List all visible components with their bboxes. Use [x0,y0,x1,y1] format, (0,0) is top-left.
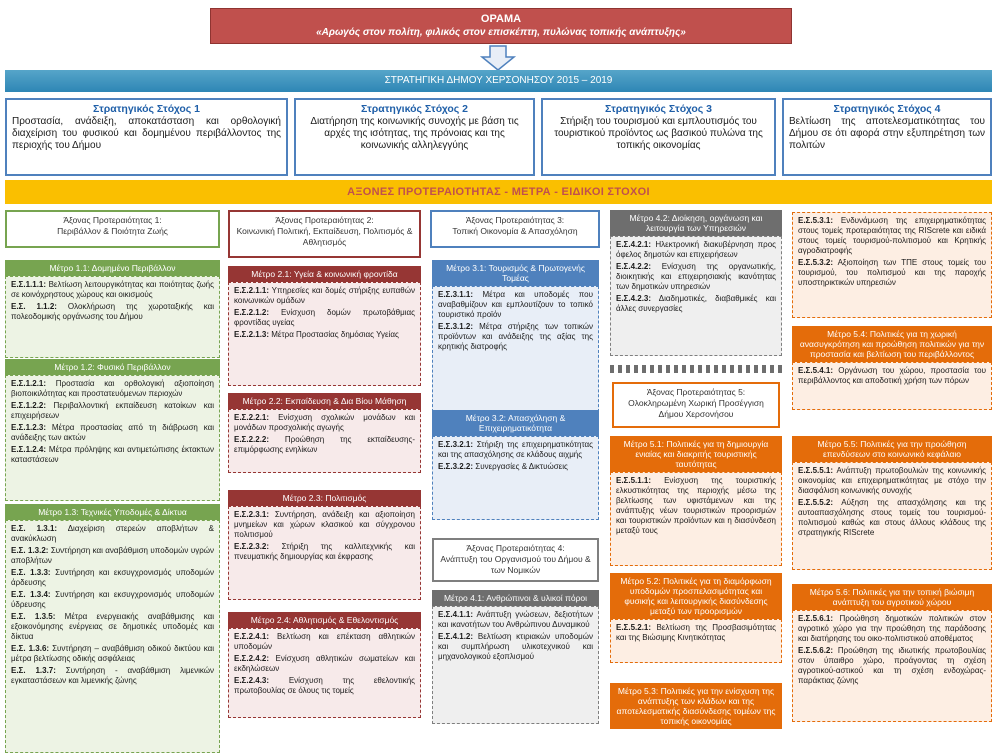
label-text: Πολιτικές για τη χωρική ανασυγκρότηση και προώθηση πολιτικών για την προστασία και βελτίωση του περιβάλλοντος [799,329,985,359]
label-text: Προώθηση της εκπαίδευσης-επιμόρφωσης ενηλίκων [234,435,415,454]
measure-body [228,628,421,718]
axis-name: Κοινωνική Πολιτική, Εκπαίδευση, Πολιτισμός & Αθλητισμός [236,226,413,247]
target-code: Ε.Σ. 1.3.2: [11,546,49,555]
target-code: Ε.Σ.2.4.3: [234,676,270,685]
measure-header [610,210,782,236]
label-text: Οργάνωση του χώρου, προστασία του περιβάλλοντος και αποδοτική χρήση των πόρων [798,366,986,385]
label-text: Περιβαλλοντική εκπαίδευση κατοίκων και επιχειρήσεων [11,401,214,420]
strategy-banner: ΣΤΡΑΤΗΓΙΚΗ ΔΗΜΟΥ ΧΕΡΣΟΝΗΣΟΥ 2015 – 2019 [5,70,992,92]
measure-body [792,362,992,410]
label-text: Συντήρηση και αναβάθμιση υποδομών υγρών αποβλήτων [11,546,214,565]
label-text: Μέτρο 1.3: [38,507,79,517]
label-text: Προστασία και ορθολογική αξιοποίηση βιοποικιλότητας και προστατευόμενων περιοχών [11,379,214,398]
label-text: Στήριξη της καλλιτεχνικής και πνευματικής δημιουργίας και έκφρασης [234,542,415,561]
label-text: Μέτρο 5.1: [623,439,664,449]
target-code: Ε.Σ.2.1.2: [234,308,270,317]
measure-body [610,472,782,566]
label-text: Βελτίωση κτιριακών υποδομών και συμπλήρωση υλικοτεχνικού και μηχανολογικού εξοπλισμού [438,632,593,661]
axis-5-title [612,382,780,428]
label-text: Μέτρο 5.5: [817,439,858,449]
checker-divider [610,365,782,373]
measure-2-4 [228,612,421,718]
label-text: Ενίσχυση δομών πρωτοβάθμιας φροντίδας υγείας [234,308,415,327]
target-code: Ε.Σ.5.4.1: [798,366,834,375]
label-text: Ενδυνάμωση της επιχειρηματικότητας στους τομείς προτεραιότητας της RIScrete και ειδικά στους τομείς τουρισμού-πολιτισμού και Κρητικής αγροδιατροφής [798,216,986,255]
specific-target [798,498,986,538]
measure-4-1 [432,590,599,724]
label-text: Προώθηση δημοτικών πολιτικών στον αγροτικό χώρο για την προώθηση της παράδοσης και διατήρησης του οικο-πολιτιστικού αποθέματος [798,614,986,643]
strategic-goal-3 [541,98,776,176]
target-code: Ε.Σ.2.1.3: [234,330,270,339]
label-text: Πολιτικές για την ενίσχυση της ανάπτυξης των κλάδων και της αποτελεσματικής διασύνδεσης τομέων της τοπικής οικονομίας [616,686,776,726]
measure-body [5,375,220,501]
measure-header [610,683,782,729]
label-text: Μέτρα και υποδομές που αναβαθμίζουν και εμπλουτίζουν το τοπικό τουριστικό προϊόν [438,290,593,319]
measure-body [228,506,421,600]
label-text: Τουρισμός & Πρωτογενής Τομέας [486,263,585,283]
measure-1-1 [5,260,220,358]
label-text: Τεχνικές Υποδομές & Δίκτυα [78,507,187,517]
measure-5-6 [792,584,992,722]
label-text: Ενίσχυση αθλητικών σωματείων και εκδηλώσεων [234,654,415,673]
target-code: Ε.Σ. 1.3.7: [11,666,56,675]
measure-header [432,260,599,286]
label-text: Υπηρεσίες και δομές στήριξης ευπαθών κοινωνικών ομάδων [234,286,415,305]
specific-target [616,240,776,260]
measure-2-1 [228,266,421,386]
measure-5-4 [792,326,992,410]
label-text: Αξιοποίηση των ΤΠΕ στους τομείς του τουρισμού, του πολιτισμού και της παροχής υποστηρικτικών υπηρεσιών [798,258,986,287]
specific-target [11,423,214,443]
measure-4-2 [610,210,782,356]
label-text: Συντήρηση - αναβάθμιση λιμενικών εγκαταστάσεων και λιμενικής ζώνης [11,666,214,685]
target-code: Ε.Σ.5.3.2: [798,258,834,267]
specific-target [616,476,776,536]
label-text: Ολοκλήρωση της χωροταξικής και πολεοδομικής οργάνωσης του Δήμου [11,302,214,321]
measure-body [228,282,421,386]
measure-header [432,410,599,436]
specific-target [616,262,776,292]
specific-target [234,542,415,562]
label-text: Ενίσχυση της τουριστικής ελκυστικότητας της περιοχής μέσω της βελτίωσης των υφιστάμενων και της ανάπτυξης νέων τουριστικών προορισμών και τουριστικών προϊόντων και η διασύνδεση μεταξύ τους [616,476,776,535]
goal-title: Στρατηγικός Στόχος 3 [604,103,713,115]
label-text: Μέτρα πρόληψης και αντιμετώπισης έκτακτων καταστάσεων [11,445,214,464]
specific-target [11,568,214,588]
label-text: Ανθρώπινοι & υλικοί πόροι [484,593,588,603]
specific-target [234,676,415,696]
axis-label: Άξονας Προτεραιότητας 1: [63,215,162,225]
target-code: Ε.Σ. 1.3.3: [11,568,51,577]
label-text: Μέτρο 1.2: [54,362,95,372]
specific-target [11,546,214,566]
measure-5-5 [792,436,992,570]
target-code: Ε.Σ.4.1.1: [438,610,474,619]
label-text: Βελτίωση λειτουργικότητας και ποιότητας ζωής σε κοινόχρηστους χώρους και οικισμούς [11,280,214,299]
label-text: Πολιτικές για τη δημιουργία ενιαίας και διακριτής τουριστικής ταυτότητας [635,439,769,469]
target-code: Ε.Σ.2.2.2: [234,435,270,444]
target-code: Ε.Σ.4.2.2: [616,262,652,271]
measure-2-2 [228,393,421,473]
specific-target [11,612,214,642]
label-text: Μέτρα Προστασίας δημόσιας Υγείας [269,330,399,339]
specific-target [11,644,214,664]
goal-text: Βελτίωση της αποτελεσματικότητας του Δήμου σε ότι αφορά στην εξυπηρέτηση των πολιτών [789,116,985,151]
measure-body [432,606,599,724]
measure-header [228,393,421,409]
label-text: Ενίσχυση της εθελοντικής πρωτοβουλίας σε όλους τις τομείς [234,676,415,695]
label-text: Μέτρο 2.2: [242,396,283,406]
specific-target [234,632,415,652]
axis-name: Ανάπτυξη του Οργανισμού του Δήμου & των Νομικών [440,554,591,575]
axis-label: Άξονας Προτεραιότητας 5: [646,387,746,397]
target-code: Ε.Σ.2.2.1: [234,413,270,422]
measure-body [432,286,599,412]
label-text: Μέτρο 5.4: [827,329,868,339]
measure-header [610,573,782,619]
label-text: Μέτρο 3.2: [465,413,507,423]
label-text: Μέτρο 5.3: [617,686,659,696]
target-code: Ε.Σ.5.5.2: [798,498,834,507]
measure-body [432,436,599,520]
measure-body [5,520,220,753]
label-text: Απασχόληση & Επιχειρηματικότητα [478,413,566,433]
measure-body [792,462,992,570]
specific-target [438,632,593,662]
target-code: Ε.Σ. 1.1.2: [11,302,57,311]
specific-target [11,302,214,322]
label-text: Συντήρηση – αναβάθμιση οδικού δικτύου και μέτρα βελτίωσης οδικής ασφάλειας [11,644,215,663]
measure-body [792,610,992,722]
target-code: Ε.Σ.5.5.1: [798,466,834,475]
goal-text: Διατήρηση της κοινωνικής συνοχής με βάση τις αρχές της ισότητας, της πρόνοιας και της κοινωνικής αλληλεγγύης [310,116,519,151]
label-text: Αύξηση της απασχόλησης και της αυτοαπασχόλησης στους τομείς του τουρισμού-πολιτισμού καθώς και στους άλλους κλάδους της στρατηγικής RIScrete [798,498,986,537]
specific-target [234,435,415,455]
specific-target [11,524,214,544]
goal-text: Προστασία, ανάδειξη, αποκατάσταση και ορθολογική διαχείριση του φυσικού και δομημένου περιβάλλοντος της περιοχής του Δήμου [12,116,281,151]
axes-banner: ΑΞΟΝΕΣ ΠΡΟΤΕΡΑΙΟΤΗΤΑΣ - ΜΕΤΡΑ - ΕΙΔΙΚΟΙ ΣΤΟΧΟΙ [5,180,992,204]
label-text: Στήριξη της επιχειρηματικότητας και της απασχόλησης σε κλάδους αιχμής [438,440,593,459]
specific-target [234,510,415,540]
target-code: Ε.Σ. 1.3.4: [11,590,51,599]
target-code: Ε.Σ.1.2.2: [11,401,47,410]
target-code: Ε.Σ.5.1.1: [616,476,652,485]
specific-target [234,654,415,674]
target-code: Ε.Σ.1.2.3: [11,423,47,432]
measure-5-3 [610,683,782,729]
label-text: Πολιτικές για τη διαμόρφωση υποδομών προσπελασιμότητας και φυσικής και λειτουργικής διασύνδεσης μεταξύ των προορισμών [624,576,772,616]
specific-target [234,330,415,340]
label-text: Μέτρο 2.4: [250,615,292,625]
target-code: Ε.Σ.3.1.2: [438,322,474,331]
label-text: Μέτρο 3.1: [446,263,487,273]
label-text: Βελτίωση της Προσβασιμότητας και της Βιώσιμης Κινητικότητας [616,623,776,642]
axis-2-title [228,210,421,258]
label-text: Συνεργασίες & Δικτυώσεις [473,462,568,471]
vision-subtitle: «Αρωγός στον πολίτη, φιλικός στον επισκέπτη, πυλώνας τοπικής ανάπτυξης» [316,27,686,38]
label-text: Φυσικό Περιβάλλον [94,362,171,372]
target-code: Ε.Σ.5.6.1: [798,614,834,623]
strategic-goal-2 [294,98,535,176]
specific-target [11,379,214,399]
label-text: Εκπαίδευση & Δια Βίου Μάθηση [282,396,407,406]
specific-target [438,462,593,472]
label-text: Μέτρο 5.2: [620,576,661,586]
specific-target [438,440,593,460]
axis-name: Ολοκληρωμένη Χωρική Προσέγγιση Δήμου Χερσονήσου [628,398,764,419]
target-code: Ε.Σ.5.3.1: [798,216,834,225]
target-code: Ε.Σ.2.4.1: [234,632,270,641]
specific-target [798,366,986,386]
goal-text: Στήριξη του τουρισμού και εμπλουτισμός του τουριστικού προϊόντος ως βασικού πυλώνα της τοπικής οικονομίας [554,116,763,151]
label-text: Συντήρηση και εκσυγχρονισμός υποδομών άρδευσης [11,568,215,587]
target-code: Ε.Σ.4.1.2: [438,632,474,641]
measure-header [5,260,220,276]
measure-5-1 [610,436,782,566]
axis-4-title [432,538,599,582]
measure-5-3-targets [792,212,992,318]
label-text: Αθλητισμός & Εθελοντισμός [291,615,399,625]
axis-label: Άξονας Προτεραιότητας 2: [275,215,374,225]
target-code: Ε.Σ.1.1.1: [11,280,47,289]
target-code: Ε.Σ.2.1.1: [234,286,270,295]
specific-target [11,280,214,300]
measure-header [792,436,992,462]
specific-target [11,590,214,610]
target-code: Ε.Σ. 1.3.1: [11,524,58,533]
label-text: Βελτίωση και επέκταση αθλητικών υποδομών [234,632,415,651]
label-text: Μέτρο 1.1: [49,263,90,273]
label-text: Ηλεκτρονική διακυβέρνηση προς όφελος δημοτών και επιχειρήσεων [616,240,776,259]
label-text: Ανάπτυξη πρωτοβουλιών της κοινωνικής οικονομίας και επιχειρηματικότητας με στόχο την διασφάλιση κοινωνικής συνοχής [798,466,986,495]
target-code: Ε.Σ.1.2.4: [11,445,47,454]
label-text: Ενίσχυση της οργανωτικής, διοικητικής και επιχειρησιακής ικανότητας των δημοτικών υπηρεσιών [616,262,776,291]
measure-1-2 [5,359,220,501]
target-code: Ε.Σ.3.2.2: [438,462,474,471]
target-code: Ε.Σ.5.2.1: [616,623,652,632]
target-code: Ε.Σ.2.4.2: [234,654,270,663]
label-text: Διαχείριση στερεών αποβλήτων & ανακύκλωση [11,524,215,543]
goal-title: Στρατηγικός Στόχος 1 [92,103,201,115]
label-text: Μέτρο 4.2: [629,213,670,223]
target-code: Ε.Σ.3.2.1: [438,440,474,449]
measure-body [610,619,782,663]
axis-name: Τοπική Οικονομία & Απασχόληση [452,226,578,236]
vision-box [210,8,792,44]
specific-target [234,308,415,328]
measure-3-1 [432,260,599,412]
label-text: Μέτρα προστασίας από τη διάβρωση και ανάδειξης των ακτών [11,423,214,442]
specific-target [798,216,986,256]
specific-target [234,413,415,433]
measure-header [5,359,220,375]
label-text: Διαδημοτικές, διαβαθμικές και άλλες συνεργασίες [616,294,776,313]
label-text: Συντήρηση, ανάδειξη και αξιοποίηση μνημείων και χώρων κλασικού και σύγχρονου πολιτισμού [234,510,415,539]
label-text: Μέτρα στήριξης των τοπικών προϊόντων και ανάδειξης της αξίας της κρητικής διατροφής [438,322,593,351]
axis-name: Περιβάλλον & Ποιότητα Ζωής [57,226,168,236]
axis-3-title [430,210,600,248]
target-code: Ε.Σ.1.2.1: [11,379,47,388]
label-text: Πολιτισμός [322,493,367,503]
target-code: Ε.Σ. 1.3.5: [11,612,56,621]
specific-target [438,290,593,320]
label-text: Υγεία & κοινωνική φροντίδα [291,269,398,279]
measure-header [432,590,599,606]
measure-body [610,236,782,356]
measure-body [5,276,220,358]
goal-title: Στρατηγικός Στόχος 4 [833,103,941,115]
label-text: Μέτρο 2.1: [251,269,292,279]
label-text: Πολιτικές για την τοπική βιώσιμη ανάπτυξη του αγροτικού χώρου [832,587,975,607]
target-code: Ε.Σ.5.6.2: [798,646,834,655]
axis-label: Άξονας Προτεραιότητας 4: [466,543,565,553]
label-text: Μέτρα ενεργειακής αναβάθμισης και εξοικονόμησης ενέργειας σε δημοτικές υποδομές και δίκτυα [11,612,214,641]
specific-target [438,610,593,630]
vision-title: ΟΡΑΜΑ [480,13,522,25]
target-code: Ε.Σ.4.2.3: [616,294,652,303]
label-text: Προώθηση της ιδιωτικής πρωτοβουλίας στον ύπαιθρο χώρο, προάγοντας τη σχέση αγροτικού-αστικού και τη σχέση ενδοχώρας-παράκτιας ζώνης [798,646,986,685]
label-text: Συντήρηση και εκσυγχρονισμός υποδομών ύδρευσης [11,590,215,609]
label-text: Πολιτικές για την προώθηση επενδύσεων στο κοινωνικό κεφάλαιο [822,439,967,459]
strategic-goal-4 [782,98,992,176]
specific-target [798,466,986,496]
axis-1-title [5,210,220,248]
measure-header [792,584,992,610]
measure-header [228,490,421,506]
target-code: Ε.Σ.4.2.1: [616,240,652,249]
label-text: Μέτρο 4.1: [443,593,485,603]
target-code: Ε.Σ. 1.3.6: [11,644,50,653]
measure-2-3 [228,490,421,600]
specific-target [11,401,214,421]
measure-header [228,266,421,282]
specific-target [438,322,593,352]
label-text: Μέτρο 5.6: [809,587,851,597]
specific-target [616,294,776,314]
measure-header [792,326,992,362]
axis-label: Άξονας Προτεραιότητας 3: [465,215,565,225]
specific-target [616,623,776,643]
label-text: Ενίσχυση σχολικών μονάδων και μονάδων προσχολικής αγωγής [234,413,415,432]
specific-target [234,286,415,306]
specific-target [798,646,986,686]
down-arrow-icon [478,45,518,71]
measure-header [228,612,421,628]
specific-target [11,666,214,686]
goal-title: Στρατηγικός Στόχος 2 [360,103,469,115]
label-text: Διοίκηση, οργάνωση και λειτουργία των Υπηρεσιών [645,213,763,233]
measure-1-3 [5,504,220,753]
specific-target [798,258,986,288]
measure-header [610,436,782,472]
label-text: Ανάπτυξη γνώσεων, δεξιοτήτων και ικανοτήτων του Ανθρώπινου Δυναμικού [438,610,593,629]
specific-target [11,445,214,465]
target-code: Ε.Σ.2.3.2: [234,542,270,551]
strategic-goal-1 [5,98,288,176]
measure-5-2 [610,573,782,663]
target-code: Ε.Σ.2.3.1: [234,510,270,519]
measure-body [228,409,421,473]
measure-3-2 [432,410,599,520]
target-code: Ε.Σ.3.1.1: [438,290,474,299]
label-text: Μέτρο 2.3: [282,493,323,503]
specific-target [798,614,986,644]
label-text: Δομημένο Περιβάλλον [89,263,176,273]
measure-header [5,504,220,520]
